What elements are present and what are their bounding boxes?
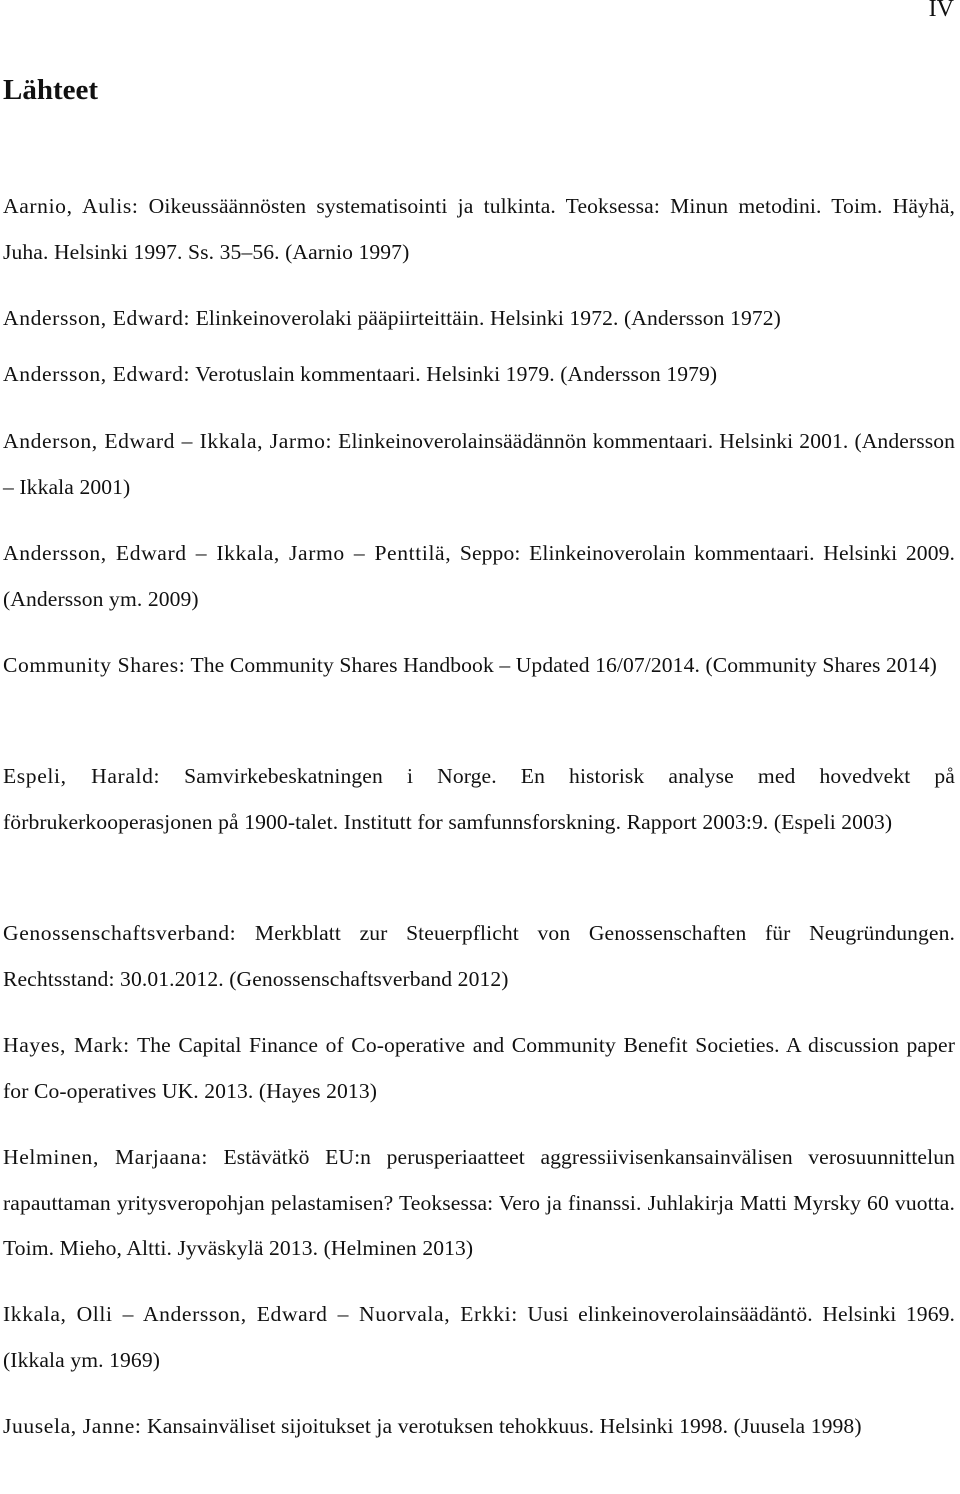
reference-author: Hayes, Mark:: [3, 1033, 130, 1057]
reference-author: Espeli, Harald:: [3, 764, 161, 788]
reference-text: Samvirkebeskatningen i Norge. En historisk analyse med hovedvekt på förbrukerkooperasjonen på 1900-talet. Institutt for samfunnsforskning. Rapport 2003:9. (Espeli 2003): [3, 764, 955, 834]
reference-entry: [3, 911, 955, 1002]
reference-author: Community Shares:: [3, 653, 186, 677]
reference-text: Kansainväliset sijoitukset ja verotuksen tehokkuus. Helsinki 1998. (Juusela 1998): [141, 1414, 862, 1438]
reference-entry: [3, 419, 955, 510]
reference-author: Genossenschaftsverband:: [3, 921, 237, 945]
reference-text: Uusi elinkeinoverolainsäädäntö. Helsinki 1969. (Ikkala ym. 1969): [3, 1302, 955, 1372]
reference-text: Seppo: Elinkeinoverolain kommentaari. Helsinki 2009. (Andersson ym. 2009): [3, 541, 955, 611]
reference-text: Estävätkö EU:n perusperiaatteet aggressiivisenkansainvälisen verosuunnittelun rapauttaman yritysveropohjan pelastamisen? Teoksessa: Vero ja finanssi. Juhlakirja Matti Myrsky 60 vuotta. Toim. Mieho, Altti. Jyväskylä 2013. (Helminen 2013): [3, 1145, 956, 1260]
reference-entry: [3, 296, 955, 342]
reference-text: Oikeussäännösten systematisointi ja tulkinta. Teoksessa: Minun metodini. Toim. Häyhä, Juha. Helsinki 1997. Ss. 35–56. (Aarnio 1997): [3, 194, 955, 264]
reference-author: Juusela, Janne:: [3, 1414, 142, 1438]
reference-entry: [3, 754, 955, 845]
reference-text: The Community Shares Handbook – Updated 16/07/2014. (Community Shares 2014): [185, 653, 937, 677]
reference-text: Merkblatt zur Steuerpflicht von Genossenschaften für Neugründungen. Rechtsstand: 30.01.2012. (Genossenschaftsverband 2012): [3, 921, 955, 991]
reference-text: Elinkeinoverolainsäädännön kommentaari. Helsinki 2001. (Andersson – Ikkala 2001): [3, 429, 955, 499]
reference-author: Anderson, Edward – Ikkala, Jarmo:: [3, 429, 333, 453]
reference-text: The Capital Finance of Co-operative and Community Benefit Societies. A discussion paper for Co-operatives UK. 2013. (Hayes 2013): [3, 1033, 955, 1103]
reference-entry: [3, 643, 955, 689]
page-heading: Lähteet: [3, 74, 99, 106]
reference-entry: [3, 1135, 955, 1272]
reference-text: Elinkeinoverolaki pääpiirteittäin. Helsinki 1972. (Andersson 1972): [190, 306, 781, 330]
reference-text: Verotuslain kommentaari. Helsinki 1979. (Andersson 1979): [190, 362, 718, 386]
reference-entry: [3, 1292, 955, 1383]
reference-entry: [3, 352, 955, 398]
reference-entry: [3, 1404, 955, 1450]
reference-entry: [3, 184, 955, 275]
reference-author: Andersson, Edward:: [3, 362, 191, 386]
reference-author: Andersson, Edward – Ikkala, Jarmo – Penttilä,: [3, 541, 452, 565]
page-number: IV: [928, 0, 954, 22]
reference-author: Andersson, Edward:: [3, 306, 191, 330]
reference-entry: [3, 531, 955, 622]
reference-author: Helminen, Marjaana:: [3, 1145, 208, 1169]
reference-author: Ikkala, Olli – Andersson, Edward – Nuorvala, Erkki:: [3, 1302, 518, 1326]
reference-entry: [3, 1023, 955, 1114]
reference-author: Aarnio, Aulis:: [3, 194, 139, 218]
